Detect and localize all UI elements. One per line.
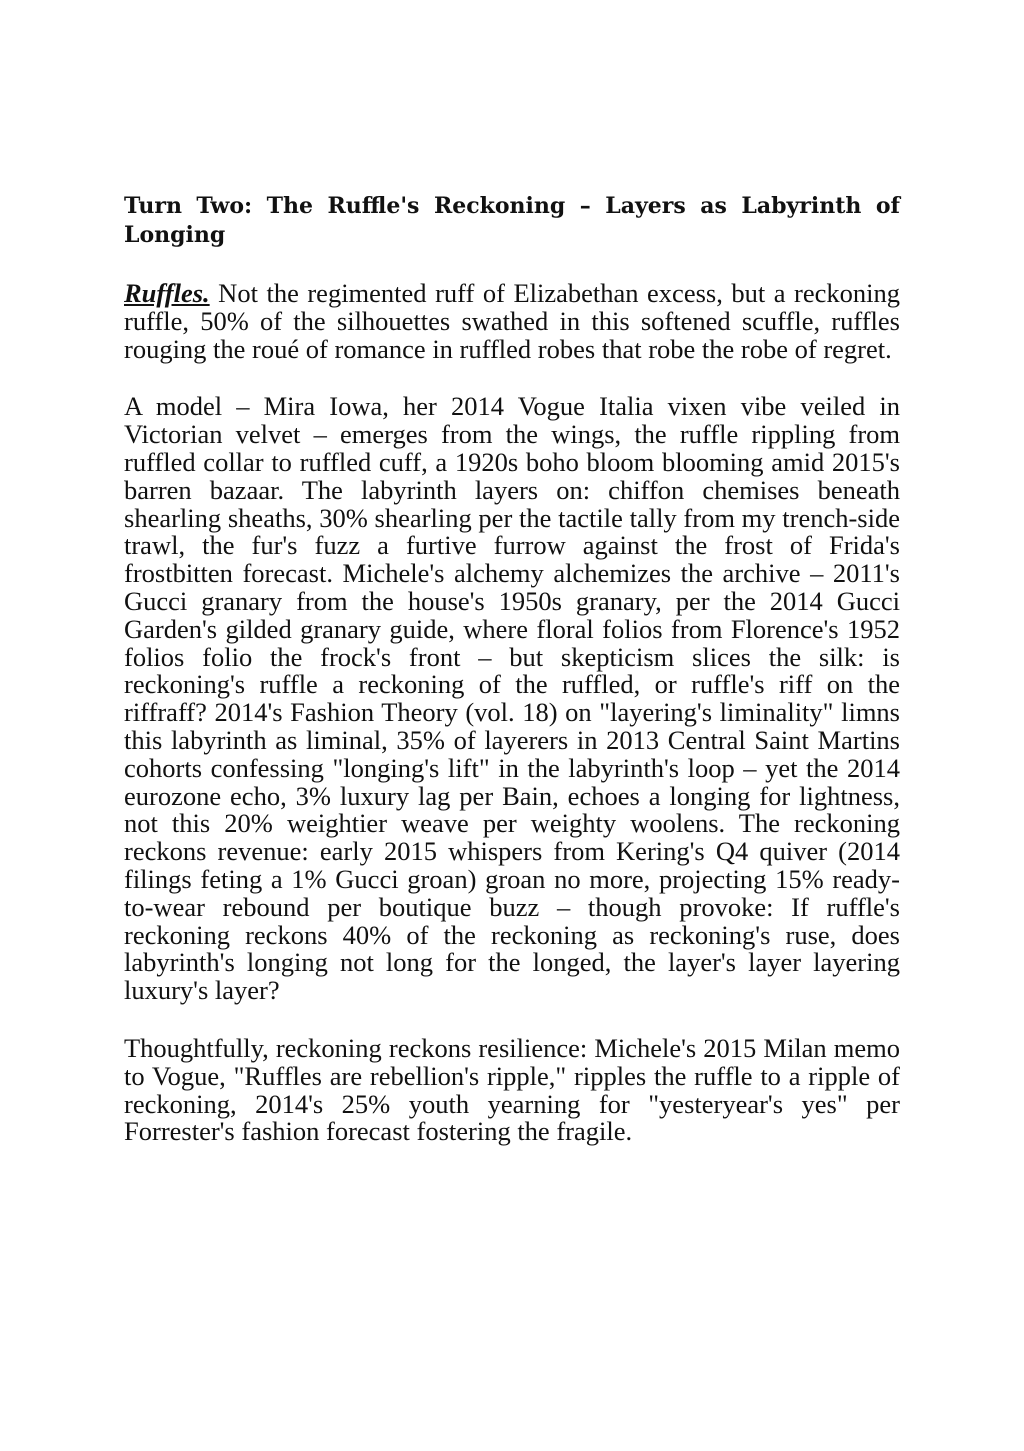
section-heading: Turn Two: The Ruffle's Reckoning – Layers as Labyrinth of Longing [124,193,900,248]
paragraph-lead-term: Ruffles. [124,278,210,308]
paragraph-text: Not the regimented ruff of Elizabethan excess, but a reckoning ruffle, 50% of the silhouettes swathed in this softened scuffle, ruffles rouging the roué of romance in ruffled robes that robe the robe of regret. [124,278,900,364]
paragraph-model: A model – Mira Iowa, her 2014 Vogue Italia vixen vibe veiled in Victorian velvet – emerges from the wings, the ruffle rippling from ruffled collar to ruffled cuff, a 1920s boho bloom blooming amid 2015's barren bazaar. The labyrinth layers on: chiffon chemises beneath shearling sheaths, 30% shearling per the tactile tally from my trench-side trawl, the fur's fuzz a furtive furrow against the frost of Frida's frostbitten forecast. Michele's alchemy alchemizes the archive – 2011's Gucci granary from the house's 1950s granary, per the 2014 Gucci Garden's gilded granary guide, where floral folios from Florence's 1952 folios folio the frock's front – but skepticism slices the silk: is reckoning's ruffle a reckoning of the ruffled, or ruffle's riff on the riffraff? 2014's Fashion Theory (vol. 18) on "layering's liminality" limns this labyrinth as liminal, 35% of layerers in 2013 Central Saint Martins cohorts confessing "longing's lift" in the labyrinth's loop – yet the 2014 eurozone echo, 3% luxury lag per Bain, echoes a longing for lightness, not this 20% weightier weave per weighty woolens. The reckoning reckons revenue: early 2015 whispers from Kering's Q4 quiver (2014 filings feting a 1% Gucci groan) groan no more, projecting 15% ready-to-wear rebound per boutique buzz – though provoke: If ruffle's reckoning reckons 40% of the reckoning as reckoning's ruse, does labyrinth's longing not long for the longed, the layer's layer layering luxury's layer? [124,391,900,1006]
document-page [124,192,900,1176]
paragraph-resilience: Thoughtfully, reckoning reckons resilience: Michele's 2015 Milan memo to Vogue, "Ruffles are rebellion's ripple," ripples the ruffle to a ripple of reckoning, 2014's 25% youth yearning for "yesteryear's yes" per Forrester's fashion forecast fostering the fragile. [124,1032,900,1147]
paragraph-ruffles [124,280,900,363]
